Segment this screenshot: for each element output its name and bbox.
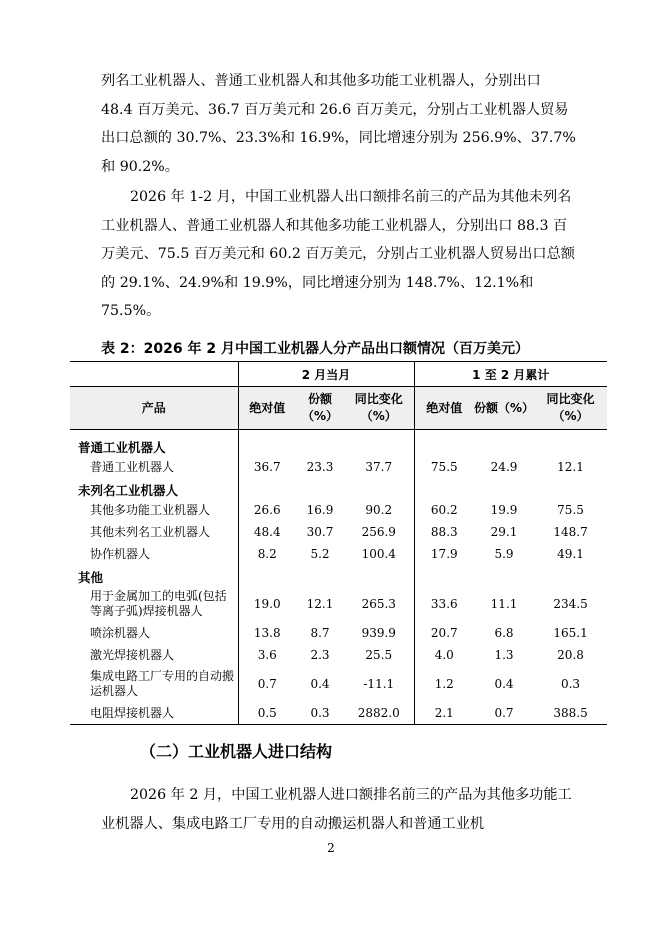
value-cell: 100.4: [344, 543, 414, 565]
value-cell: 4.0: [434, 648, 454, 662]
table-row: [70, 644, 607, 666]
table-row: [70, 499, 607, 521]
product-name: 协作机器人: [70, 543, 238, 565]
table-row: [70, 586, 607, 622]
value-cell: 0.7: [474, 702, 534, 725]
value-cell: 388.5: [534, 702, 607, 725]
value-cell: 75.5: [430, 460, 458, 474]
value-cell: 148.7: [553, 525, 588, 539]
product-name: 激光焊接机器人: [70, 644, 238, 666]
column-header: 产品: [70, 387, 238, 430]
table-row: [70, 622, 607, 644]
export-table: [70, 361, 607, 725]
product-name: 电阻焊接机器人: [70, 702, 238, 725]
value-cell: 11.1: [490, 597, 518, 611]
group-name: 未列名工业机器人: [70, 478, 238, 499]
value-cell: 256.9: [344, 521, 414, 543]
empty-cell: [474, 565, 534, 586]
value-cell: 13.8: [253, 626, 281, 640]
column-header: 绝对值: [414, 387, 474, 430]
value-cell: 37.7: [344, 456, 414, 478]
empty-cell: [344, 565, 414, 586]
empty-cell: [296, 430, 344, 457]
value-cell: 19.0: [253, 597, 281, 611]
value-cell: 48.4: [253, 525, 281, 539]
value-cell: 30.7: [306, 525, 334, 539]
value-cell: 0.3: [560, 677, 581, 691]
empty-cell: [296, 565, 344, 586]
value-cell: 49.1: [557, 547, 584, 561]
product-name: 集成电路工厂专用的自动搬运机器人: [70, 666, 238, 702]
value-cell: 0.5: [238, 702, 296, 725]
value-cell: 88.3: [430, 525, 458, 539]
value-cell: 2.1: [414, 702, 474, 725]
column-header: 同比变化（%）: [344, 387, 414, 430]
header-blank: [70, 362, 238, 387]
period-header-month: 2 月当月: [238, 362, 414, 387]
value-cell: 1.2: [434, 677, 454, 691]
value-cell: 25.5: [344, 644, 414, 666]
value-cell: 60.2: [430, 503, 458, 517]
value-cell: 939.9: [344, 622, 414, 644]
column-header: 份额（%）: [296, 387, 344, 430]
period-header-row: [70, 362, 607, 387]
column-header: 同比变化（%）: [534, 387, 607, 430]
value-cell: 8.2: [257, 547, 277, 561]
empty-cell: [238, 565, 296, 586]
paragraph-export-jan-feb: 2026 年 1-2 月，中国工业机器人出口额排名前三的产品为其他未列名工业机器人、普通工业机器人和其他多功能工业机器人，分别出口 88.3 百万美元、75.5 百万美元和 60.2 百万美元，分别占工业机器人贸易出口总额的 29.1%、24.9%和 19.9%，同比增速分别为 148.7%、12.1%和 75.5%。: [101, 189, 575, 319]
value-cell: 16.9: [306, 503, 334, 517]
empty-cell: [534, 430, 607, 457]
value-cell: 5.2: [310, 547, 330, 561]
column-header-row: [70, 387, 607, 430]
empty-cell: [344, 478, 414, 499]
value-cell: 165.1: [553, 626, 588, 640]
value-cell: 12.1: [557, 460, 584, 474]
table-row: [70, 666, 607, 702]
empty-cell: [414, 565, 474, 586]
empty-cell: [414, 430, 474, 457]
product-name: 其他未列名工业机器人: [70, 521, 238, 543]
value-cell: 19.9: [490, 503, 518, 517]
column-header: 绝对值: [238, 387, 296, 430]
value-cell: 29.1: [490, 525, 518, 539]
period-header-cumulative: 1 至 2 月累计: [414, 362, 607, 387]
group-name: 其他: [70, 565, 238, 586]
empty-cell: [474, 430, 534, 457]
group-row: [70, 478, 607, 499]
value-cell: 12.1: [306, 597, 334, 611]
product-name: 其他多功能工业机器人: [70, 499, 238, 521]
value-cell: 2882.0: [344, 702, 414, 725]
empty-cell: [238, 430, 296, 457]
empty-cell: [534, 565, 607, 586]
product-name: 喷涂机器人: [70, 622, 238, 644]
value-cell: 0.4: [494, 677, 514, 691]
product-name: 用于金属加工的电弧(包括等离子弧)焊接机器人: [70, 586, 238, 622]
paragraph-export-feb: 列名工业机器人、普通工业机器人和其他多功能工业机器人，分别出口 48.4 百万美元、36.7 百万美元和 26.6 百万美元，分别占工业机器人贸易出口总额的 30.7%、23.3%和 16.9%，同比增速分别为 256.9%、37.7%和 90.2%。: [101, 73, 576, 175]
column-header: 份额（%）: [474, 387, 534, 430]
empty-cell: [414, 478, 474, 499]
value-cell: 6.8: [494, 626, 514, 640]
value-cell: 3.6: [257, 648, 277, 662]
page-number: 2: [327, 841, 335, 855]
table-body: [70, 430, 607, 725]
value-cell: 5.9: [494, 547, 514, 561]
value-cell: 1.3: [494, 648, 514, 662]
product-name: 普通工业机器人: [70, 456, 238, 478]
value-cell: 17.9: [430, 547, 458, 561]
value-cell: 0.3: [296, 702, 344, 725]
empty-cell: [238, 478, 296, 499]
paragraph-import: 2026 年 2 月，中国工业机器人进口额排名前三的产品为其他多功能工业机器人、集成电路工厂专用的自动搬运机器人和普通工业机: [101, 787, 572, 832]
table-row: [70, 543, 607, 565]
empty-cell: [344, 430, 414, 457]
group-row: [70, 565, 607, 586]
value-cell: 20.7: [430, 626, 458, 640]
value-cell: 2.3: [310, 648, 330, 662]
value-cell: 24.9: [490, 460, 518, 474]
table-caption: 表 2：2026 年 2 月中国工业机器人分产品出口额情况（百万美元）: [101, 341, 529, 357]
group-name: 普通工业机器人: [70, 430, 238, 457]
empty-cell: [474, 478, 534, 499]
empty-cell: [534, 478, 607, 499]
table-row: [70, 456, 607, 478]
value-cell: 234.5: [553, 597, 588, 611]
table-row: [70, 702, 607, 725]
table-row: [70, 521, 607, 543]
value-cell: 23.3: [306, 460, 334, 474]
empty-cell: [296, 478, 344, 499]
value-cell: 75.5: [557, 503, 584, 517]
value-cell: 26.6: [253, 503, 281, 517]
value-cell: 90.2: [344, 499, 414, 521]
value-cell: 0.4: [310, 677, 330, 691]
value-cell: 8.7: [310, 626, 330, 640]
section-heading: （二）工业机器人进口结构: [140, 742, 333, 761]
value-cell: -11.1: [344, 666, 414, 702]
value-cell: 36.7: [253, 460, 281, 474]
value-cell: 20.8: [557, 648, 584, 662]
group-row: [70, 430, 607, 457]
value-cell: 33.6: [430, 597, 458, 611]
value-cell: 0.7: [257, 677, 277, 691]
value-cell: 265.3: [344, 586, 414, 622]
